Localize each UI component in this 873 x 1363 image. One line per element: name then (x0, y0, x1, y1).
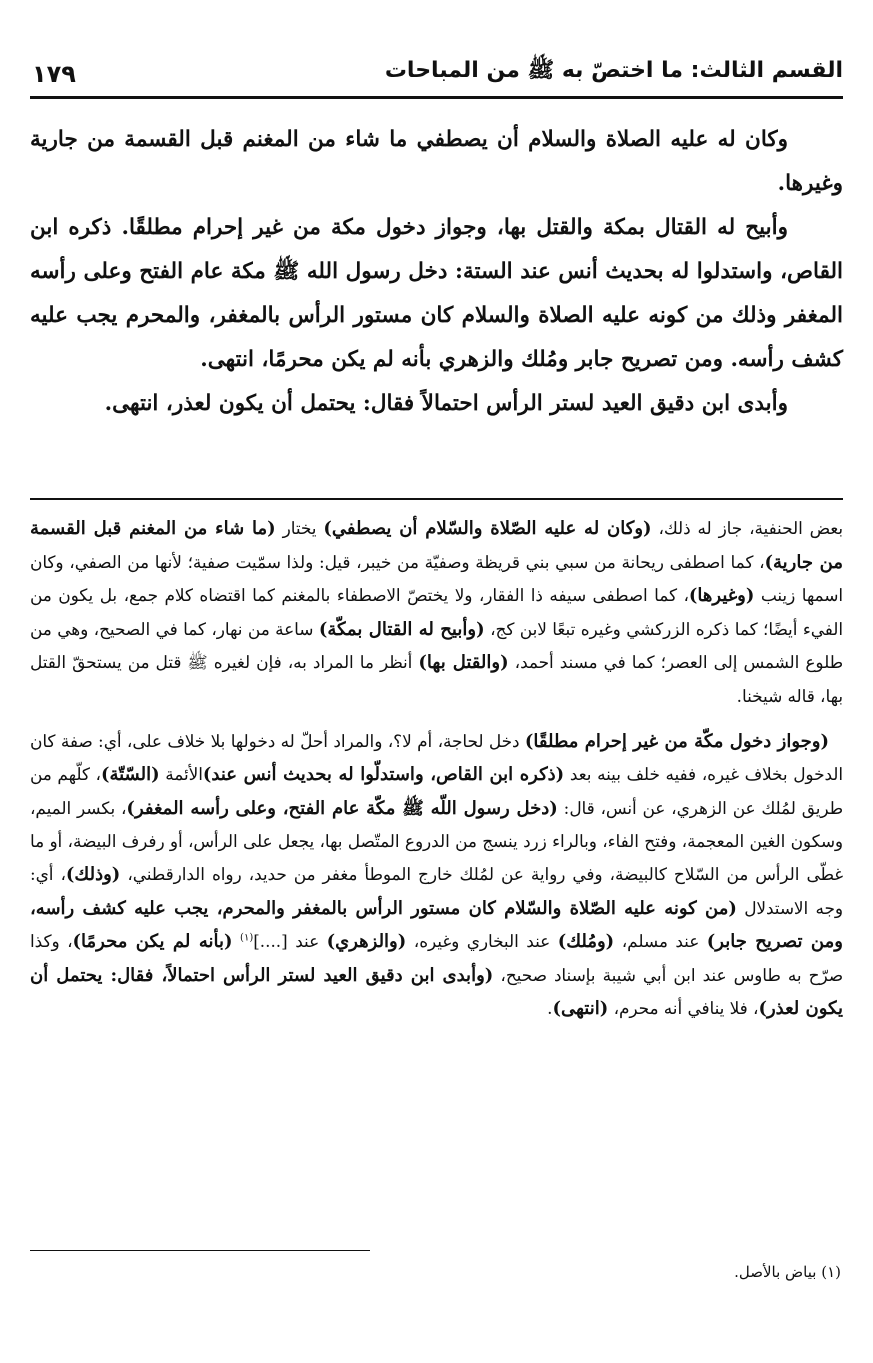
quoted-matn-phrase: (السّتّة) (100, 764, 160, 786)
quoted-matn-phrase: (وأبدى ابن دقيق العيد لستر الرأس احتمالاً، فقال: يحتمل أن يكون لعذر) (30, 964, 843, 1020)
quoted-matn-phrase: (وكان له عليه الصّلاة والسّلام أن يصطفي) (323, 518, 652, 539)
commentary-text: الأئمة (159, 764, 203, 785)
commentary-text: ، أي: وجه الاستدلال (30, 863, 843, 918)
commentary-text (233, 931, 241, 951)
footnote-marker: (١) (240, 932, 254, 944)
commentary-paragraph-1 (30, 512, 843, 713)
quoted-matn-phrase: (وذلك) (65, 863, 121, 885)
running-title: القسم الثالث: ما اختصّ به ﷺ من المباحات (384, 58, 843, 83)
commentary-text: أنظر ما المراد به، فإن لغيره ﷺ قتل من يستحقّ القتل بها، قاله شيخنا. (30, 652, 843, 706)
commentary-text: ، وكذا صرّح به طاوس عند ابن أبي شيبة بإسناد صحيح، (30, 931, 843, 985)
quoted-matn-phrase: (انتهى) (552, 998, 609, 1020)
commentary-text: ساعة من نهار، كما في الصحيح، وهي من طلوع الشمس إلى العصر؛ كما في مسند أحمد، (30, 618, 844, 673)
commentary-text: بعض الحنفية، جاز له ذلك، (651, 518, 843, 538)
commentary-paragraph-2 (30, 725, 843, 1026)
commentary-text: ، كما اصطفى ريحانة من سبي بني قريظة وصفيّة من خيبر، قيل: ولذا سمّيت صفية؛ لأنها من الصفي، وكان اسمها زينب (30, 551, 843, 606)
main-paragraph-3: وأبدى ابن دقيق العيد لستر الرأس احتمالاً فقال: يحتمل أن يكون لعذر، انتهى. (104, 391, 788, 416)
quoted-matn-phrase: (ذكره ابن القاص، واستدلّوا له بحديث أنس عند) (202, 764, 565, 786)
commentary-text: عند مسلم، (614, 931, 707, 952)
commentary-text: يختار (275, 518, 324, 538)
header-rule (30, 96, 843, 99)
commentary-text: ، بكسر الميم، وسكون الغين المعجمة، وفتح الفاء، وبالراء زرد ينسج من الدروع المتّصل بها، يجعل على الرأس، أو رفرف البيضة، أو ما غطّى الرأس من السّلاح كالبيضة، وفي رواية عن لمُلك خارج الموطأ مغفر من حديد، رواه الدارقطني، (30, 797, 844, 884)
commentary-text: ، كلّهم من طريق لمُلك عن الزهري، عن أنس، قال: (30, 764, 843, 818)
quoted-matn-phrase: (والزهري) (326, 931, 407, 953)
quoted-matn-phrase: (والقتل بها) (418, 652, 509, 674)
quoted-matn-phrase: (من كونه عليه الصّلاة والسّلام كان مستور الرأس بالمغفر والمحرم، يجب عليه كشف رأسه، ومن تصريح جابر) (30, 897, 843, 953)
quoted-matn-phrase: (وأبيح له القتال بمكّة) (318, 618, 485, 640)
quoted-matn-phrase: (بأنه لم يكن محرمًا) (72, 931, 233, 953)
text-commentary-separator (30, 498, 843, 500)
quoted-matn-phrase: (وغيرها) (688, 585, 755, 607)
commentary-text: عند [....] (253, 931, 327, 952)
quoted-matn-phrase: (وجواز دخول مكّة من غير إحرام مطلقًا) (524, 730, 829, 752)
quoted-matn-phrase: (ومُلك) (557, 931, 615, 953)
commentary-text: ، كما اصطفى سيفه ذا الفقار، ولا يختصّ الاصطفاء بالمغنم كما اقتضاه كلام جمع، بل يكون من الفيء أيضًا؛ كما ذكره الزركشي وغيره تبعًا لابن كج، (30, 585, 843, 639)
quoted-matn-phrase: (ما شاء من المغنم قبل القسمة من جارية) (30, 518, 844, 573)
footnote: (١) بياض بالأصل. (734, 1263, 841, 1281)
page-number: ١٧٩ (32, 60, 76, 88)
commentary-text: عند البخاري وغيره، (406, 931, 558, 952)
commentary-text: دخل لحاجة، أم لا؟، والمراد أحلّ له دخولها بلا خلاف على، أي: صفة كان الدخول بخلاف غيره، ففيه خلف بينه بعد (30, 730, 844, 785)
running-header (32, 48, 843, 88)
footnote-rule (30, 1250, 370, 1251)
main-paragraph-1: وكان له عليه الصلاة والسلام أن يصطفي ما شاء من المغنم قبل القسمة من جارية وغيرها. (30, 127, 843, 196)
commentary-text: . (547, 998, 553, 1019)
main-text (30, 118, 843, 426)
quoted-matn-phrase: (دخل رسول اللّه ﷺ مكّة عام الفتح، وعلى رأسه المغفر) (126, 797, 558, 819)
main-paragraph-2: وأبيح له القتال بمكة والقتل بها، وجواز دخول مكة من غير إحرام مطلقًا. ذكره ابن القاص، واستدلوا له بحديث أنس عند الستة: دخل رسول الله ﷺ مكة عام الفتح وعلى رأسه المغفر وذلك من كونه عليه الصلاة والسلام كان مستور الرأس بالمغفر، والمحرم يجب عليه كشف رأسه. ومن تصريح جابر ومُلك والزهري بأنه لم يكن محرمًا، انتهى. (30, 215, 843, 372)
commentary (30, 512, 843, 1026)
commentary-text: ، فلا ينافي أنه محرم، (608, 998, 759, 1019)
